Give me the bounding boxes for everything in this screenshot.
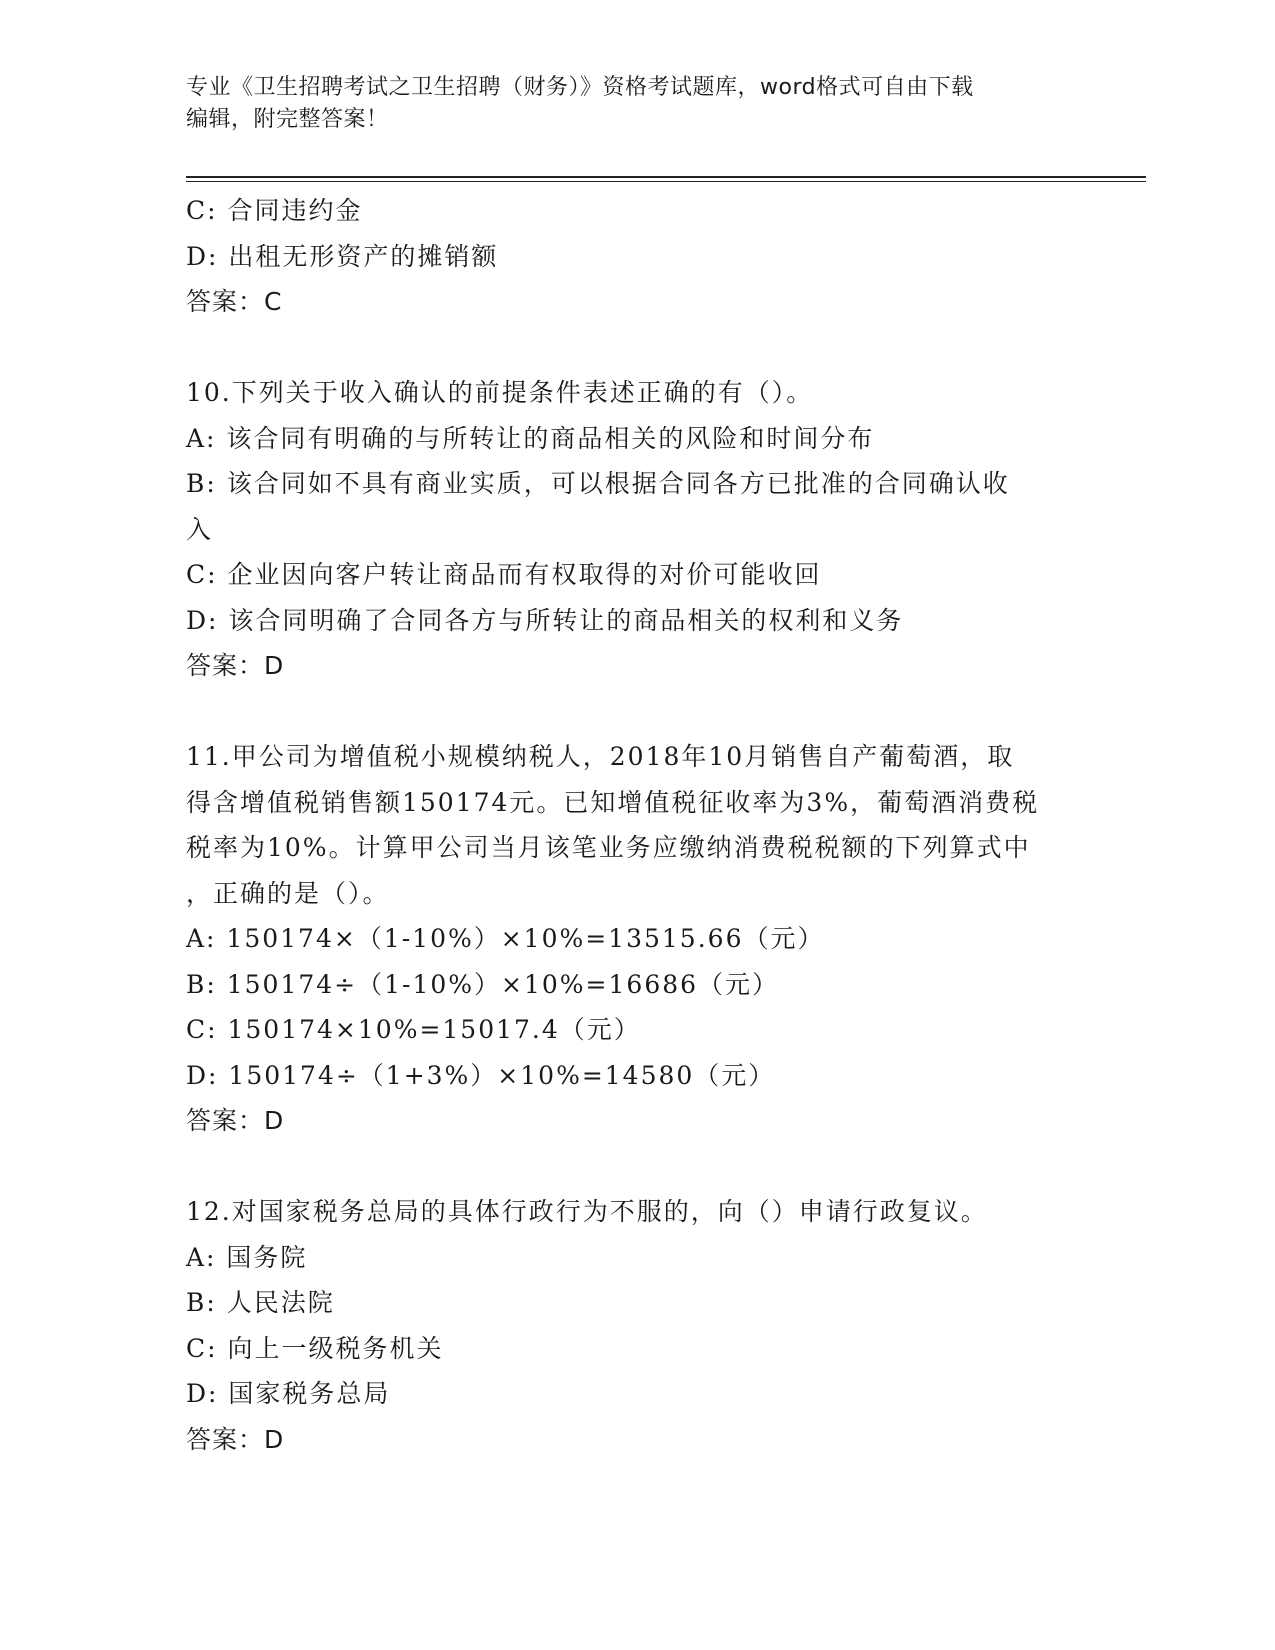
answer-line: 答案：D xyxy=(186,1106,285,1135)
answer-line: 答案：C xyxy=(186,287,283,316)
question-10 xyxy=(186,370,1086,689)
option-d: D: 该合同明确了合同各方与所转让的商品相关的权利和义务 xyxy=(186,605,904,635)
option-a: A: 国务院 xyxy=(186,1242,308,1272)
option-b: B: 该合同如不具有商业实质，可以根据合同各方已批准的合同确认收 xyxy=(186,469,1010,498)
option-d: D: 150174÷（1+3%）×10%=14580（元） xyxy=(186,1060,776,1090)
prev-question-block xyxy=(186,188,1086,325)
header-line-1: 专业《卫生招聘考试之卫生招聘（财务）》资格考试题库，word格式可自由下载 xyxy=(186,75,974,100)
option-c: C: 向上一级税务机关 xyxy=(186,1333,444,1363)
header-rule-thick xyxy=(186,176,1146,178)
question-11 xyxy=(186,734,1086,1144)
option-c: C: 企业因向客户转让商品而有权取得的对价可能收回 xyxy=(186,560,822,589)
option-b: B: 人民法院 xyxy=(186,1288,335,1317)
question-12 xyxy=(186,1189,1086,1462)
option-b-continued: 入 xyxy=(186,514,214,544)
option-c: C: 合同违约金 xyxy=(186,196,363,225)
document-header xyxy=(186,72,1066,136)
option-a: A: 该合同有明确的与所转让的商品相关的风险和时间分布 xyxy=(186,423,875,453)
spacer xyxy=(186,1144,1086,1190)
header-rule-thin xyxy=(186,181,1146,182)
question-content xyxy=(186,188,1086,1462)
question-stem-continued: 得含增值税销售额150174元。已知增值税征收率为3%，葡萄酒消费税 xyxy=(186,787,1040,817)
option-b: B: 150174÷（1-10%）×10%=16686（元） xyxy=(186,969,780,999)
answer-line: 答案：D xyxy=(186,1424,285,1454)
question-stem-continued: ，正确的是（）。 xyxy=(186,878,390,908)
answer-line: 答案：D xyxy=(186,651,285,680)
question-stem: 10.下列关于收入确认的前提条件表述正确的有（）。 xyxy=(186,378,814,407)
spacer xyxy=(186,325,1086,371)
option-a: A: 150174×（1-10%）×10%=13515.66（元） xyxy=(186,924,825,953)
spacer xyxy=(186,689,1086,735)
option-c: C: 150174×10%=15017.4（元） xyxy=(186,1015,641,1044)
option-d: D: 出租无形资产的摊销额 xyxy=(186,241,499,271)
question-stem: 11.甲公司为增值税小规模纳税人，2018年10月销售自产葡萄酒，取 xyxy=(186,742,1015,771)
question-stem: 12.对国家税务总局的具体行政行为不服的，向（）申请行政复议。 xyxy=(186,1197,988,1226)
option-d: D: 国家税务总局 xyxy=(186,1379,391,1408)
question-stem-continued: 税率为10%。计算甲公司当月该笔业务应缴纳消费税税额的下列算式中 xyxy=(186,833,1031,862)
header-line-2: 编辑，附完整答案！ xyxy=(186,107,389,132)
